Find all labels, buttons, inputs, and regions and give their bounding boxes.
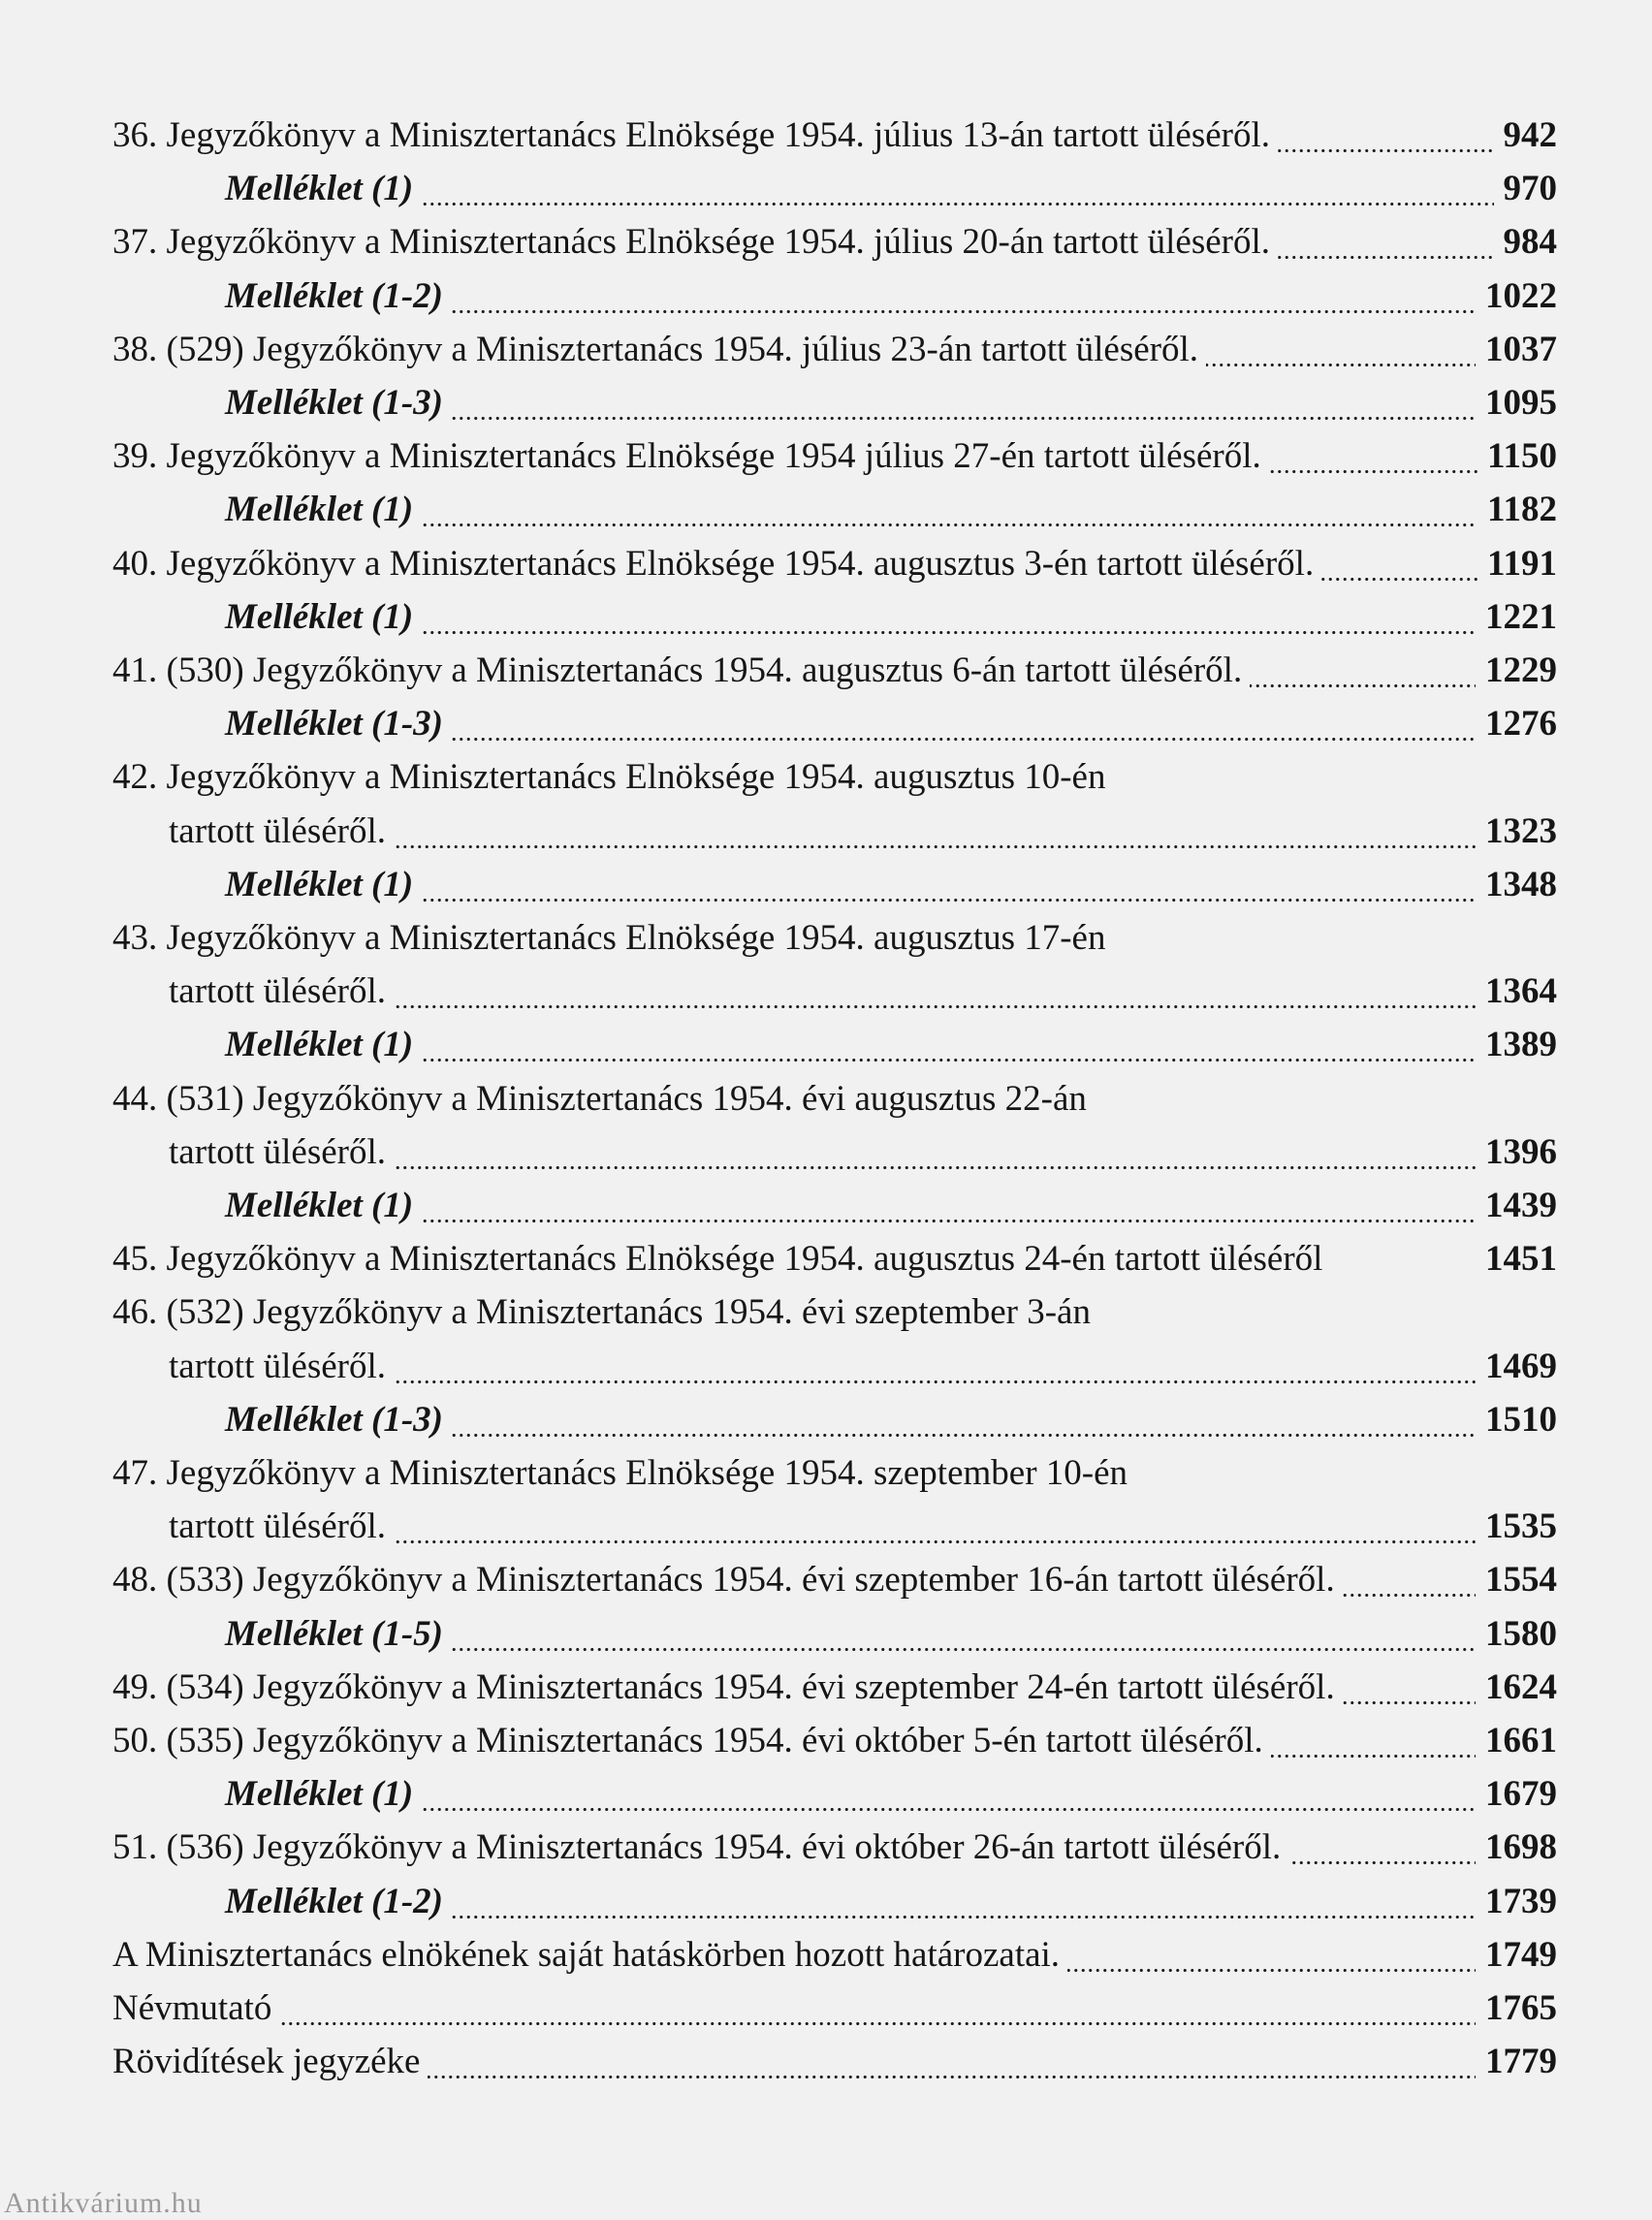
- toc-sub-entry: [225, 697, 1557, 751]
- toc-page-number: 1389: [1476, 1018, 1557, 1072]
- toc-page-number: 942: [1494, 109, 1558, 163]
- toc-title: 41. (530) Jegyzőkönyv a Minisztertanács 1954. augusztus 6-án tartott üléséről.: [112, 644, 1250, 698]
- toc-page-number: 1276: [1476, 697, 1557, 751]
- toc-sub-entry: [225, 376, 1557, 430]
- toc-title: 43. Jegyzőkönyv a Minisztertanács Elnöksége 1954. augusztus 17-én: [112, 911, 1113, 966]
- toc-page-number: 1182: [1477, 483, 1557, 537]
- toc-title: Melléklet (1-3): [225, 376, 451, 430]
- toc-title: 45. Jegyzőkönyv a Minisztertanács Elnöksége 1954. augusztus 24-én tartott üléséről: [112, 1232, 1330, 1286]
- toc-title: tartott üléséről.: [169, 1126, 394, 1180]
- toc-page-number: 1580: [1476, 1607, 1557, 1662]
- toc-page-number: 1765: [1476, 1982, 1557, 2036]
- toc-title: Melléklet (1): [225, 483, 421, 537]
- toc-entry: [112, 2035, 1557, 2089]
- toc-entry: [112, 215, 1557, 270]
- toc-page-number: 1364: [1476, 965, 1557, 1019]
- toc-page-number: 1396: [1476, 1126, 1557, 1180]
- toc-title: Melléklet (1-2): [225, 270, 451, 324]
- toc-entry: [112, 750, 1557, 805]
- toc-page-number: 1749: [1476, 1928, 1557, 1982]
- toc-title: Melléklet (1): [225, 1767, 421, 1822]
- toc-title: Melléklet (1): [225, 1018, 421, 1072]
- toc-page-number: 1698: [1476, 1821, 1557, 1875]
- watermark: [0, 2181, 407, 2219]
- toc-page-number: 1037: [1476, 323, 1557, 377]
- toc-title: Melléklet (1): [225, 858, 421, 912]
- toc-entry: [112, 1232, 1557, 1286]
- toc-entry: [169, 1500, 1557, 1554]
- toc-entry: [112, 644, 1557, 698]
- toc-title: tartott üléséről.: [169, 965, 394, 1019]
- toc-page-number: 1150: [1477, 429, 1557, 484]
- toc-page-number: 970: [1494, 162, 1558, 216]
- toc-title: 38. (529) Jegyzőkönyv a Minisztertanács 1954. július 23-án tartott üléséről.: [112, 323, 1206, 377]
- toc-entry: [112, 1661, 1557, 1715]
- toc-entry: [169, 1126, 1557, 1180]
- toc-sub-entry: [225, 858, 1557, 912]
- toc-page-number: 1348: [1476, 858, 1557, 912]
- toc-entry: [112, 1714, 1557, 1768]
- toc-entry: [112, 323, 1557, 377]
- toc-title: Melléklet (1): [225, 162, 421, 216]
- toc-entry: [112, 1446, 1557, 1501]
- toc-entry: [112, 537, 1557, 591]
- toc-sub-entry: [225, 590, 1557, 645]
- toc-title: 39. Jegyzőkönyv a Minisztertanács Elnöksége 1954 július 27-én tartott üléséről.: [112, 429, 1269, 484]
- toc-sub-entry: [225, 1875, 1557, 1929]
- toc-title: Melléklet (1): [225, 590, 421, 645]
- toc-page-number: 1451: [1476, 1232, 1557, 1286]
- toc-page-number: 1323: [1476, 805, 1557, 859]
- toc-title: 36. Jegyzőkönyv a Minisztertanács Elnöksége 1954. július 13-án tartott üléséről.: [112, 109, 1278, 163]
- toc-page-number: 1661: [1476, 1714, 1557, 1768]
- toc-title: 42. Jegyzőkönyv a Minisztertanács Elnöksége 1954. augusztus 10-én: [112, 750, 1113, 805]
- toc-page-number: 1510: [1476, 1393, 1557, 1447]
- toc-page-number: 1469: [1476, 1340, 1557, 1394]
- toc-page-number: 1739: [1476, 1875, 1557, 1929]
- toc-page-number: 1624: [1476, 1661, 1557, 1715]
- toc-sub-entry: [225, 1393, 1557, 1447]
- toc-sub-entry: [225, 162, 1557, 216]
- toc-entry: [112, 109, 1557, 163]
- toc-page-number: 1535: [1476, 1500, 1557, 1554]
- toc-sub-entry: [225, 483, 1557, 537]
- toc-entry: [169, 805, 1557, 859]
- toc-title: 51. (536) Jegyzőkönyv a Minisztertanács 1954. évi október 26-án tartott üléséről.: [112, 1821, 1288, 1875]
- toc-sub-entry: [225, 1018, 1557, 1072]
- toc-entry: [112, 1285, 1557, 1340]
- toc-entry: [169, 965, 1557, 1019]
- toc-entry: [112, 1072, 1557, 1126]
- toc-title: 47. Jegyzőkönyv a Minisztertanács Elnöksége 1954. szeptember 10-én: [112, 1446, 1135, 1501]
- toc-entry: [112, 1821, 1557, 1875]
- toc-title: 49. (534) Jegyzőkönyv a Minisztertanács 1954. évi szeptember 24-én tartott üléséről.: [112, 1661, 1343, 1715]
- watermark-text: Antikvárium.hu: [4, 2187, 203, 2219]
- toc-title: Melléklet (1-3): [225, 697, 451, 751]
- toc-title: Rövidítések jegyzéke: [112, 2035, 428, 2089]
- toc-title: 48. (533) Jegyzőkönyv a Minisztertanács 1954. évi szeptember 16-án tartott üléséről.: [112, 1553, 1343, 1607]
- toc-page-number: 1779: [1476, 2035, 1557, 2089]
- toc-page-number: 1554: [1476, 1553, 1557, 1607]
- toc-title: tartott üléséről.: [169, 1340, 394, 1394]
- toc-page-number: 1191: [1477, 537, 1557, 591]
- toc-page-number: 1221: [1476, 590, 1557, 645]
- toc-page-number: 1679: [1476, 1767, 1557, 1822]
- toc-entry: [112, 1553, 1557, 1607]
- toc-title: tartott üléséről.: [169, 805, 394, 859]
- toc-entry: [169, 1340, 1557, 1394]
- toc-page-number: 1095: [1476, 376, 1557, 430]
- toc-title: 50. (535) Jegyzőkönyv a Minisztertanács 1954. évi október 5-én tartott üléséről.: [112, 1714, 1271, 1768]
- toc-entry: [112, 1982, 1557, 2036]
- toc-sub-entry: [225, 1179, 1557, 1233]
- toc-title: Melléklet (1): [225, 1179, 421, 1233]
- toc-sub-entry: [225, 270, 1557, 324]
- toc-title: Melléklet (1-5): [225, 1607, 451, 1662]
- toc-title: Melléklet (1-3): [225, 1393, 451, 1447]
- toc-title: Melléklet (1-2): [225, 1875, 451, 1929]
- toc-page-number: 1022: [1476, 270, 1557, 324]
- toc-page-number: 1229: [1476, 644, 1557, 698]
- toc-sub-entry: [225, 1767, 1557, 1822]
- toc-page-number: 984: [1494, 215, 1558, 270]
- toc-title: A Minisztertanács elnökének saját hatáskörben hozott határozatai.: [112, 1928, 1067, 1982]
- toc-entry: [112, 429, 1557, 484]
- toc-title: 44. (531) Jegyzőkönyv a Minisztertanács 1954. évi augusztus 22-án: [112, 1072, 1095, 1126]
- toc-title: tartott üléséről.: [169, 1500, 394, 1554]
- toc-sub-entry: [225, 1607, 1557, 1662]
- toc-entry: [112, 1928, 1557, 1982]
- toc-title: 40. Jegyzőkönyv a Minisztertanács Elnöksége 1954. augusztus 3-én tartott üléséről.: [112, 537, 1321, 591]
- toc-title: 37. Jegyzőkönyv a Minisztertanács Elnöksége 1954. július 20-án tartott üléséről.: [112, 215, 1278, 270]
- toc-title: 46. (532) Jegyzőkönyv a Minisztertanács 1954. évi szeptember 3-án: [112, 1285, 1098, 1340]
- toc-entry: [112, 911, 1557, 966]
- toc-title: Névmutató: [112, 1982, 279, 2036]
- toc-page-number: 1439: [1476, 1179, 1557, 1233]
